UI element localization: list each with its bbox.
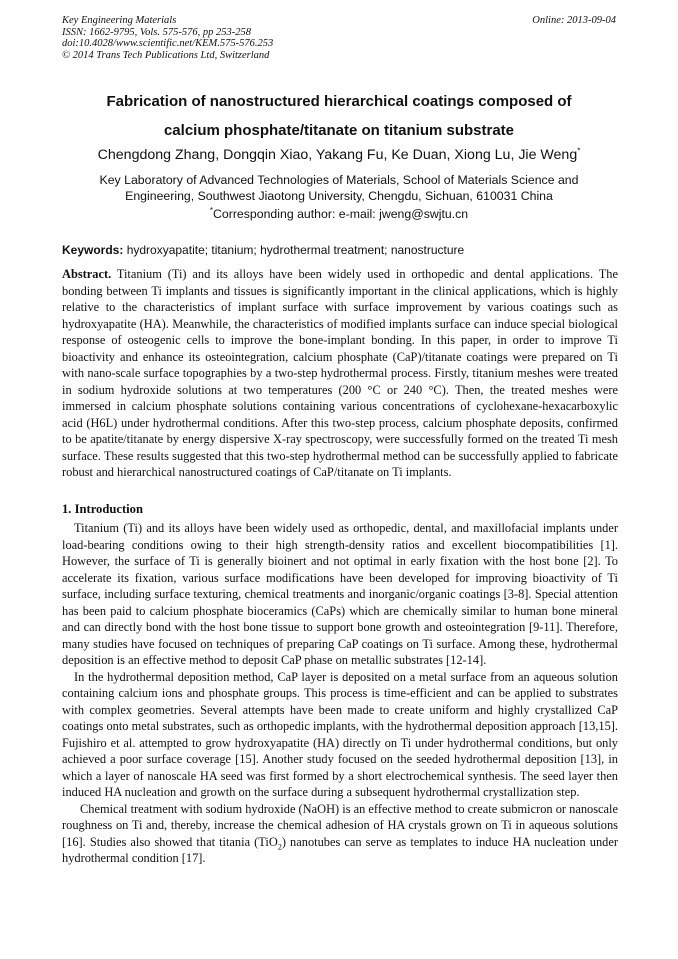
corresponding-author [70,206,608,222]
tio2-subscript: 2 [277,841,282,851]
affiliation-line-2: Engineering, Southwest Jiaotong University, Chengdu, Sichuan, 610031 China [125,189,553,203]
title-line-2: calcium phosphate/titanate on titanium substrate [163,122,515,139]
title-line-1: Fabrication of nanostructured hierarchical coatings composed of [106,93,572,110]
keywords-label: Keywords: [62,243,124,257]
corresponding-text: Corresponding author: e-mail: jweng@swjtu.cn [213,207,469,221]
author-asterisk: * [577,146,581,156]
keywords [62,242,618,258]
online-date: Online: 2013-09-04 [532,15,616,26]
author-list [30,145,648,165]
paper-title [40,87,638,145]
intro-paragraph-3-part-2: ) nanotubes can serve as templates to induce HA nucleation under hydrothermal condition [17]. [62,834,618,865]
intro-paragraph-1: Titanium (Ti) and its alloys have been widely used as orthopedic, dental, and maxillofacial implants under load-bearing conditions owing to their high strength-density ratios and excellent biocompatibilities [1]. However, the surface of Ti is generally bioinert and not optimal in early fixation with the host bone [2]. To accelerate its fixation, various surface modifications have been developed for improving bioactivity of Ti surface, including surface texturing, chemical treatments and inorganic/organic coatings [3-8]. Special attention has been paid to calcium phosphate bioceramics (CaPs) which are chemically similar to human bone mineral and can directly bond with the host bone tissue to support bone growth and osteointegration [9-11]. Therefore, many studies have focused on techniques of preparing CaP coatings on Ti surface. Among these, hydrothermal deposition is an effective method to deposit CaP phase on metallic substrates [12-14]. [62,521,618,667]
journal-name: Key Engineering Materials [62,15,177,26]
abstract-text: Titanium (Ti) and its alloys have been widely used in orthopedic and dental applications. The bonding between Ti implants and tissues is significantly important in the clinical applications, which is highly relative to the characteristics of implant surface with surface improvement by various coatings such as hydroxyapatite (HA). Meanwhile, the characteristics of modified implants surface can induce special biological response of osteogenic cells to improve the bone-implant bonding. In this paper, in order to improve Ti bioactivity and enhance its osteointegration, calcium phosphate (CaP)/titanate coatings were prepared on Ti with nano-scale surface topographies by a two-step hydrothermal process. Firstly, titanium meshes were treated in sodium hydroxide solutions at two temperatures (200 °C or 240 °C). Then, the treated meshes were immersed in calcium phosphate solutions containing various concentrations of cyclohexane-hexacarboxylic acid (H6L) under hydrothermal conditions. After this two-step process, calcium phosphate deposits, confirmed to be apatite/titanate by energy dispersive X-ray spectroscopy, were successfully formed on the treated Ti mesh surface. These results suggested that this two-step hydrothermal method can be successfully applied to fabricate robust and hierarchical nanostructured coatings of CaP/titanate on Ti implants. [62,267,618,479]
affiliation [70,172,608,204]
intro-paragraph-3 [62,801,618,867]
issn-line: ISSN: 1662-9795, Vols. 575-576, pp 253-258 [62,26,251,38]
author-names: Chengdong Zhang, Dongqin Xiao, Yakang Fu, Ke Duan, Xiong Lu, Jie Weng [97,147,578,163]
affiliation-line-1: Key Laboratory of Advanced Technologies of Materials, School of Materials Science and [99,173,579,187]
corresponding-asterisk: * [209,205,213,215]
copyright-line: © 2014 Trans Tech Publications Ltd, Switzerland [62,49,270,61]
intro-paragraph-2: In the hydrothermal deposition method, CaP layer is deposited on a metal surface from an aqueous solution containing calcium ions and phosphate groups. This process is time-efficient and can be applied to substrates with complex geometries. Several attempts have been made to create uniform and highly crystallized CaP coatings onto metal substrates, such as orthopedic implants, with the hydrothermal deposition approach [13,15]. Fujishiro et al. attempted to grow hydroxyapatite (HA) directly on Ti under hydrothermal conditions, but only achieved a poor surface coverage [15]. Another study focused on the seeded hydrothermal deposition [13], in which a layer of nanoscale HA seed was first formed by a short electrochemical synthesis. The seed layer then induced HA nucleation and growth on the surface during a subsequent hydrothermal crystallization step. [62,669,618,799]
section-heading-introduction: 1. Introduction [62,502,143,516]
abstract [62,266,618,481]
keywords-text: hydroxyapatite; titanium; hydrothermal treatment; nanostructure [123,243,465,257]
journal-header [62,15,616,61]
introduction-body [62,520,618,867]
doi-line: doi:10.4028/www.scientific.net/KEM.575-576.253 [62,38,274,50]
intro-paragraph-3-part-1: Chemical treatment with sodium hydroxide (NaOH) is an effective method to create submicron or nanoscale roughness on Ti and, thereby, increase the chemical adhesion of HA crystals grown on Ti in aqueous solutions [16]. Studies also showed that titania (TiO [62,801,618,849]
abstract-label: Abstract. [62,267,112,281]
